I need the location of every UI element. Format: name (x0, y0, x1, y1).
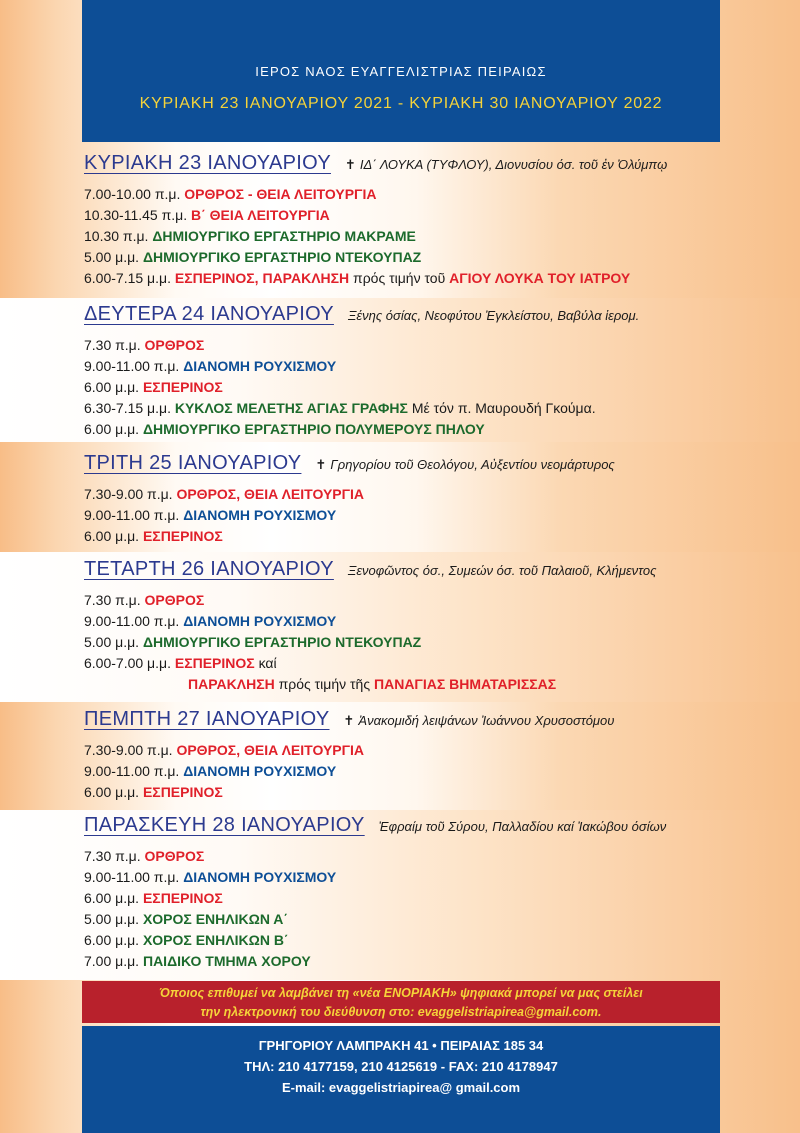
service-list (84, 484, 774, 547)
service-time: 6.30-7.15 μ.μ. (84, 400, 175, 416)
service-line (84, 867, 774, 888)
header-box (82, 0, 720, 142)
service-event: ΔΙΑΝΟΜΗ ΡΟΥΧΙΣΜΟΥ (183, 869, 337, 885)
day-header (84, 303, 774, 326)
service-line (84, 205, 774, 226)
service-time: 9.00-11.00 π.μ. (84, 507, 184, 523)
service-event: ΕΣΠΕΡΙΝΟΣ (142, 890, 223, 906)
saint-text: Ἀνακομιδή λειψάνων Ἰωάννου Χρυσοστόμου (358, 713, 615, 728)
service-event: ΚΥΚΛΟΣ ΜΕΛΕΤΗΣ ΑΓΙΑΣ ΓΡΑΦΗΣ (174, 400, 408, 416)
day-block (84, 814, 774, 972)
saint-commemoration (344, 713, 615, 728)
footer-email: E-mail: evaggelistriapirea@ gmail.com (281, 1080, 521, 1095)
day-title: ΤΕΤΑΡΤΗ 26 ΙΑΝΟΥΑΡΙΟΥ (84, 558, 334, 580)
service-dedication: ΑΓΙΟΥ ΛΟΥΚΑ ΤΟΥ ΙΑΤΡΟΥ (449, 270, 631, 286)
service-line (84, 226, 774, 247)
service-event: ΟΡΘΡΟΣ, ΘΕΙΑ ΛΕΙΤΟΥΡΓΙΑ (176, 486, 365, 502)
service-line (84, 268, 774, 289)
service-dedication: ΠΑΝΑΓΙΑΣ ΒΗΜΑΤΑΡΙΣΣΑΣ (373, 676, 557, 692)
service-event: ΧΟΡΟΣ ΕΝΗΛΙΚΩΝ Α΄ (142, 911, 289, 927)
service-time: 10.30 π.μ. (84, 228, 153, 244)
service-list (84, 184, 774, 289)
service-time: 9.00-11.00 π.μ. (84, 763, 184, 779)
day-header (84, 152, 774, 175)
service-time: 7.30-9.00 π.μ. (84, 486, 177, 502)
service-line (84, 484, 774, 505)
day-title: ΠΕΜΠΤΗ 27 ΙΑΝΟΥΑΡΙΟΥ (84, 708, 330, 730)
service-time: 9.00-11.00 π.μ. (84, 869, 184, 885)
service-time: 7.30-9.00 π.μ. (84, 742, 177, 758)
day-title: ΠΑΡΑΣΚΕΥΗ 28 ΙΑΝΟΥΑΡΙΟΥ (84, 814, 365, 836)
service-time: 10.30-11.45 π.μ. (84, 207, 191, 223)
service-event: ΔΗΜΙΟΥΡΓΙΚΟ ΕΡΓΑΣΤΗΡΙΟ ΜΑΚΡΑΜΕ (152, 228, 416, 244)
day-header (84, 708, 774, 731)
service-line (84, 419, 774, 440)
service-time: 7.30 π.μ. (84, 592, 145, 608)
service-event: ΕΣΠΕΡΙΝΟΣ (142, 784, 223, 800)
day-block (84, 152, 774, 289)
service-list (84, 740, 774, 803)
service-line (84, 674, 774, 695)
service-line (84, 184, 774, 205)
service-time: 7.30 π.μ. (84, 337, 145, 353)
service-time: 6.00 μ.μ. (84, 528, 143, 544)
service-line (84, 951, 774, 972)
newsletter-notice (82, 981, 720, 1023)
service-event: ΧΟΡΟΣ ΕΝΗΛΙΚΩΝ Β΄ (142, 932, 289, 948)
footer-phones: ΤΗΛ: 210 4177159, 210 4125619 - FAX: 210 4178947 (244, 1059, 558, 1074)
service-event: ΔΙΑΝΟΜΗ ΡΟΥΧΙΣΜΟΥ (183, 358, 337, 374)
church-name: ΙΕΡΟΣ ΝΑΟΣ ΕΥΑΓΓΕΛΙΣΤΡΙΑΣ ΠΕΙΡΑΙΩΣ (255, 64, 547, 79)
service-list (84, 335, 774, 440)
saint-commemoration (315, 457, 614, 472)
service-event: ΔΗΜΙΟΥΡΓΙΚΟ ΕΡΓΑΣΤΗΡΙΟ ΝΤΕΚΟΥΠΑΖ (142, 249, 422, 265)
day-title: ΤΡΙΤΗ 25 ΙΑΝΟΥΑΡΙΟΥ (84, 452, 302, 474)
service-line (84, 761, 774, 782)
day-header (84, 452, 774, 475)
service-line (84, 930, 774, 951)
service-line (84, 782, 774, 803)
service-time: 9.00-11.00 π.μ. (84, 613, 184, 629)
service-time: 6.00 μ.μ. (84, 890, 143, 906)
service-event: ΠΑΡΑΚΛΗΣΗ (188, 676, 275, 692)
service-event: Β΄ ΘΕΙΑ ΛΕΙΤΟΥΡΓΙΑ (190, 207, 330, 223)
service-line (84, 398, 774, 419)
service-time: 6.00-7.15 μ.μ. (84, 270, 175, 286)
service-event: ΔΙΑΝΟΜΗ ΡΟΥΧΙΣΜΟΥ (183, 613, 337, 629)
service-event: ΔΙΑΝΟΜΗ ΡΟΥΧΙΣΜΟΥ (183, 507, 337, 523)
service-line (84, 377, 774, 398)
saint-text: Ξένης όσίας, Νεοφύτου Ἐγκλείστου, Βαβύλα ἱερομ. (347, 308, 640, 323)
service-line (84, 888, 774, 909)
service-time: 6.00 μ.μ. (84, 784, 143, 800)
service-event: ΟΡΘΡΟΣ (144, 592, 205, 608)
service-line (84, 590, 774, 611)
day-block (84, 303, 774, 440)
day-title: ΔΕΥΤΕΡΑ 24 ΙΑΝΟΥΑΡΙΟΥ (84, 303, 334, 325)
day-block (84, 558, 774, 695)
service-line (84, 505, 774, 526)
service-line (84, 909, 774, 930)
service-line (84, 335, 774, 356)
service-line (84, 611, 774, 632)
service-event: ΔΗΜΙΟΥΡΓΙΚΟ ΕΡΓΑΣΤΗΡΙΟ ΝΤΕΚΟΥΠΑΖ (142, 634, 422, 650)
service-event: ΟΡΘΡΟΣ (144, 337, 205, 353)
contact-footer (82, 1026, 720, 1133)
day-title: ΚΥΡΙΑΚΗ 23 ΙΑΝΟΥΑΡΙΟΥ (84, 152, 331, 174)
service-time: 6.00 μ.μ. (84, 932, 143, 948)
service-note: Μέ τόν π. Μαυρουδή Γκούμα. (407, 400, 596, 416)
service-line (84, 740, 774, 761)
service-time: 9.00-11.00 π.μ. (84, 358, 184, 374)
service-time: 7.00-10.00 π.μ. (84, 186, 185, 202)
service-event: ΔΗΜΙΟΥΡΓΙΚΟ ΕΡΓΑΣΤΗΡΙΟ ΠΟΛΥΜΕΡΟΥΣ ΠΗΛΟΥ (142, 421, 485, 437)
service-event: ΕΣΠΕΡΙΝΟΣ, ΠΑΡΑΚΛΗΣΗ (174, 270, 350, 286)
saint-commemoration (348, 563, 657, 578)
service-note: καί (254, 655, 277, 671)
day-block (84, 708, 774, 803)
service-note: πρός τιμήν τοῦ (349, 270, 450, 286)
cross-icon: ✝ (343, 713, 355, 728)
service-note: πρός τιμήν τῆς (274, 676, 374, 692)
service-time: 6.00 μ.μ. (84, 421, 143, 437)
saint-commemoration (348, 308, 639, 323)
cross-icon: ✝ (315, 457, 327, 472)
cross-icon: ✝ (344, 157, 356, 172)
service-time: 5.00 μ.μ. (84, 911, 143, 927)
day-header (84, 814, 774, 837)
saint-commemoration (379, 819, 667, 834)
schedule-period: ΚΥΡΙΑΚΗ 23 ΙΑΝΟΥΑΡΙΟΥ 2021 - ΚΥΡΙΑΚΗ 30 ΙΑΝΟΥΑΡΙΟΥ 2022 (139, 95, 663, 112)
service-time: 7.30 π.μ. (84, 848, 145, 864)
saint-commemoration (345, 157, 667, 172)
service-line (84, 846, 774, 867)
service-event: ΠΑΙΔΙΚΟ ΤΜΗΜΑ ΧΟΡΟΥ (142, 953, 311, 969)
service-event: ΕΣΠΕΡΙΝΟΣ (142, 379, 223, 395)
service-time: 6.00 μ.μ. (84, 379, 143, 395)
service-event: ΕΣΠΕΡΙΝΟΣ (142, 528, 223, 544)
day-header (84, 558, 774, 581)
notice-line-1: Όποιος επιθυμεί να λαμβάνει τη «νέα ΕΝΟΡΙΑΚΗ» ψηφιακά μπορεί να μας στείλει (159, 986, 643, 1000)
service-line (84, 632, 774, 653)
saint-text: ΙΔ΄ ΛΟΥΚΑ (ΤΥΦΛΟΥ), Διονυσίου όσ. τοῦ ἐν Ὀλύμπῳ (359, 157, 668, 172)
service-time: 5.00 μ.μ. (84, 634, 143, 650)
service-list (84, 590, 774, 695)
saint-text: Ξενοφῶντος όσ., Συμεών όσ. τοῦ Παλαιοῦ, Κλήμεντος (347, 563, 657, 578)
saint-text: Γρηγορίου τοῦ Θεολόγου, Αὐξεντίου νεομάρτυρος (330, 457, 615, 472)
service-line (84, 526, 774, 547)
service-event: ΟΡΘΡΟΣ, ΘΕΙΑ ΛΕΙΤΟΥΡΓΙΑ (176, 742, 365, 758)
service-line (84, 247, 774, 268)
service-event: ΔΙΑΝΟΜΗ ΡΟΥΧΙΣΜΟΥ (183, 763, 337, 779)
service-line (84, 356, 774, 377)
service-event: ΟΡΘΡΟΣ (144, 848, 205, 864)
service-time: 5.00 μ.μ. (84, 249, 143, 265)
notice-line-2: την ηλεκτρονική του διεύθυνση στο: evaggelistriapirea@gmail.com. (200, 1005, 602, 1019)
service-line (84, 653, 774, 674)
saint-text: Ἐφραίμ τοῦ Σύρου, Παλλαδίου καί Ἰακώβου όσίων (378, 819, 667, 834)
service-event: ΕΣΠΕΡΙΝΟΣ (174, 655, 255, 671)
footer-address: ΓΡΗΓΟΡΙΟΥ ΛΑΜΠΡΑΚΗ 41 • ΠΕΙΡΑΙΑΣ 185 34 (258, 1038, 544, 1053)
service-event: ΟΡΘΡΟΣ - ΘΕΙΑ ΛΕΙΤΟΥΡΓΙΑ (184, 186, 377, 202)
service-time: 7.00 μ.μ. (84, 953, 143, 969)
service-list (84, 846, 774, 972)
day-block (84, 452, 774, 547)
service-time: 6.00-7.00 μ.μ. (84, 655, 175, 671)
